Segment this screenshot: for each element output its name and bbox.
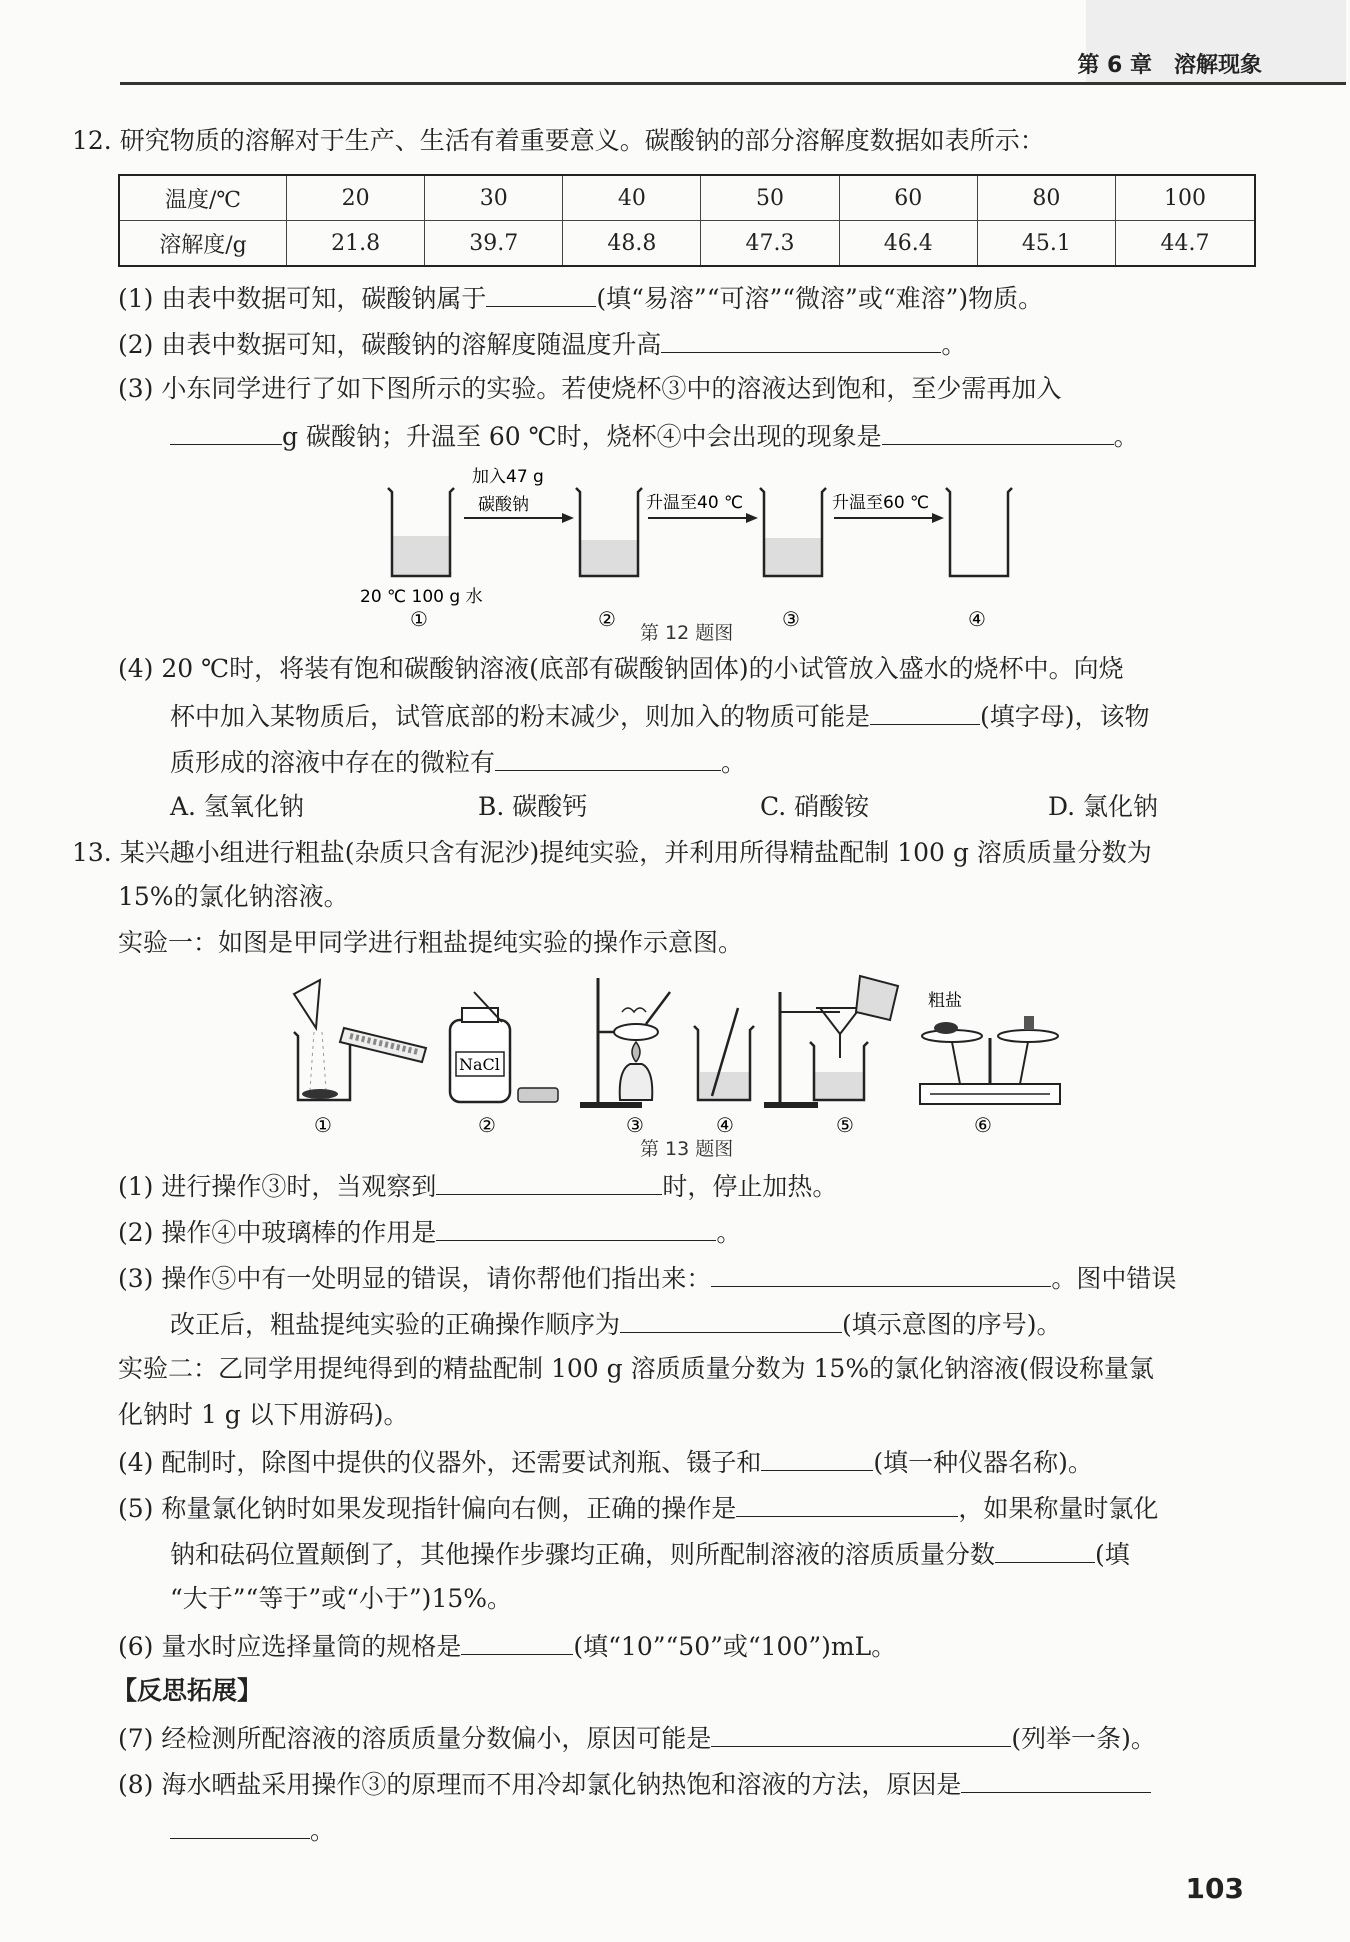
q12-p1-hint: (填“易溶”“可溶”“微溶”或“难溶”)物质。: [596, 284, 1044, 313]
q12-p3-end: 。: [1113, 422, 1139, 451]
option-a: A. 氢氧化钠: [170, 792, 304, 821]
heat40-label: 升温至40 ℃: [646, 493, 744, 513]
q13-p5-text: (5) 称量氯化钠时如果发现指针偏向右侧，正确的操作是: [118, 1494, 737, 1523]
q13-p7-hint: (列举一条)。: [1011, 1724, 1156, 1753]
answer-blank[interactable]: [486, 280, 596, 307]
reagent-bottle-icon: [450, 992, 558, 1102]
q12-part4-line2: [170, 698, 1150, 734]
q13-figure-caption: 第 13 题图: [640, 1138, 734, 1160]
table-cell: 20: [287, 175, 425, 221]
nacl-label: NaCl: [459, 1055, 500, 1074]
table-row-temperature: [119, 175, 1255, 221]
fig13-label-6: ⑥: [974, 1113, 992, 1136]
solubility-table: [118, 174, 1256, 267]
q13-p3-text: (3) 操作⑤中有一处明显的错误，请你帮他们指出来：: [118, 1264, 712, 1293]
fig13-label-3: ③: [626, 1113, 644, 1136]
chapter-title: 溶解现象: [1173, 53, 1262, 78]
fig13-label-2: ②: [478, 1113, 496, 1136]
stirring-beaker-icon: [694, 1008, 754, 1100]
answer-blank[interactable]: [995, 1536, 1095, 1563]
answer-blank[interactable]: [436, 1168, 662, 1195]
table-cell: 40: [563, 175, 701, 221]
answer-blank[interactable]: [620, 1306, 842, 1333]
table-row-solubility: [119, 221, 1255, 267]
fig12-label-3: ③: [782, 607, 800, 631]
filtration-setup-icon: [764, 976, 898, 1108]
page-header: [0, 0, 1350, 92]
fig13-label-1: ①: [314, 1113, 332, 1136]
q12-part3-line1: (3) 小东同学进行了如下图所示的实验。若使烧杯③中的溶液达到饱和，至少需再加入: [118, 374, 1062, 403]
evaporation-setup-icon: [580, 978, 670, 1108]
balance-scale-icon: [920, 990, 1060, 1104]
q13-part1: [118, 1168, 837, 1204]
answer-blank[interactable]: [870, 698, 980, 725]
beaker-2-icon: [576, 488, 642, 576]
answer-blank[interactable]: [170, 418, 282, 445]
table-cell: 44.7: [1115, 221, 1255, 267]
q12-p4-text: 杯中加入某物质后，试管底部的粉末减少，则加入的物质可能是: [170, 702, 871, 731]
answer-blank[interactable]: [711, 1260, 1051, 1287]
arrow-icon: [648, 513, 758, 523]
q13-part3-line1: [118, 1260, 1176, 1296]
q12-p4-hint: (填字母)，该物: [980, 702, 1150, 731]
chapter-heading: [1077, 48, 1262, 79]
table-cell: 47.3: [701, 221, 839, 267]
q13-part6: [118, 1628, 896, 1664]
fig13-label-5: ⑤: [836, 1113, 854, 1136]
table-header-solubility: 溶解度/g: [119, 221, 287, 267]
q12-p2-text: (2) 由表中数据可知，碳酸钠的溶解度随温度升高: [118, 330, 662, 359]
q12-p4-text2: 质形成的溶液中存在的微粒有: [170, 748, 496, 777]
chapter-number: 第 6 章: [1077, 53, 1152, 78]
q13-exp1: 实验一：如图是甲同学进行粗盐提纯实验的操作示意图。: [118, 928, 744, 957]
beaker-3-icon: [760, 488, 826, 576]
q12-part3-line2: [170, 418, 1139, 454]
q13-part7: [118, 1720, 1156, 1756]
q13-part5-line2: [170, 1536, 1130, 1572]
table-cell: 48.8: [563, 221, 701, 267]
q13-p3-text3: 改正后，粗盐提纯实验的正确操作顺序为: [170, 1310, 621, 1339]
answer-blank[interactable]: [495, 744, 721, 771]
q13-p2-end: 。: [716, 1218, 742, 1247]
beaker-1-icon: [388, 488, 454, 576]
answer-blank[interactable]: [961, 1766, 1151, 1793]
answer-blank[interactable]: [711, 1720, 1011, 1747]
q13-figure: [280, 972, 1100, 1136]
q13-p3-text2: 。图中错误: [1051, 1264, 1177, 1293]
q13-part5-line1: [118, 1490, 1158, 1526]
arrow-icon: [834, 513, 944, 523]
q12-part4-line1: (4) 20 ℃时，将装有饱和碳酸钠溶液(底部有碳酸钠固体)的小试管放入盛水的烧杯中。向烧: [118, 654, 1124, 683]
answer-blank[interactable]: [882, 418, 1114, 445]
q13-p8-end: 。: [310, 1816, 336, 1845]
q12-p4-end: 。: [721, 748, 747, 777]
q13-stem-line2: 15%的氯化钠溶液。: [118, 882, 349, 911]
q12-part2: [118, 326, 966, 362]
table-cell: 100: [1115, 175, 1255, 221]
q13-p5-text3: 钠和砝码位置颠倒了，其他操作步骤均正确，则所配制溶液的溶质质量分数: [170, 1540, 996, 1569]
q13-part8-line2: [170, 1812, 335, 1848]
add-label-line2: 碳酸钠: [478, 495, 529, 515]
q12-figure-caption: 第 12 题图: [640, 622, 734, 644]
q13-stem-line1: 13. 某兴趣小组进行粗盐(杂质只含有泥沙)提纯实验，并利用所得精盐配制 100 g 溶质质量分数为: [72, 838, 1152, 867]
q13-exp2-line2: 化钠时 1 g 以下用游码)。: [118, 1400, 409, 1429]
q13-p1-text: (1) 进行操作③时，当观察到: [118, 1172, 437, 1201]
q13-p1-end: 时，停止加热。: [662, 1172, 838, 1201]
answer-blank[interactable]: [661, 326, 941, 353]
table-header-temperature: 温度/℃: [119, 175, 287, 221]
q13-p3-hint: (填示意图的序号)。: [842, 1310, 1062, 1339]
q12-part4-line3: [170, 744, 746, 780]
fig13-label-4: ④: [716, 1113, 734, 1136]
q13-part2: [118, 1214, 741, 1250]
option-c: C. 硝酸铵: [760, 792, 870, 821]
q13-p6-hint: (填“10”“50”或“100”)mL。: [573, 1632, 897, 1661]
header-rule: [120, 82, 1346, 85]
page-number: 103: [1185, 1872, 1244, 1905]
q13-part5-line3: “大于”“等于”或“小于”)15%。: [170, 1584, 513, 1613]
beaker-4-icon: [946, 488, 1012, 576]
answer-blank[interactable]: [170, 1812, 310, 1839]
table-cell: 30: [425, 175, 563, 221]
q13-p4-hint: (填一种仪器名称)。: [873, 1448, 1093, 1477]
q13-p5-text2: ，如果称量时氯化: [958, 1494, 1159, 1523]
table-cell: 80: [977, 175, 1115, 221]
reflect-heading: 【反思拓展】: [112, 1676, 263, 1705]
q13-part4: [118, 1444, 1093, 1480]
q13-p8-text: (8) 海水晒盐采用操作③的原理而不用冷却氯化钠热饱和溶液的方法，原因是: [118, 1770, 962, 1799]
answer-blank[interactable]: [761, 1444, 873, 1471]
q13-p5-text4: (填: [1095, 1540, 1130, 1569]
q12-stem: 12. 研究物质的溶解对于生产、生活有着重要意义。碳酸钠的部分溶解度数据如表所示：: [72, 126, 1045, 155]
q12-p2-end: 。: [941, 330, 967, 359]
q13-p7-text: (7) 经检测所配溶液的溶质质量分数偏小，原因可能是: [118, 1724, 712, 1753]
q13-part8-line1: [118, 1766, 1151, 1802]
add-label-line1: 加入47 g: [472, 467, 544, 487]
q13-exp2-line1: 实验二：乙同学用提纯得到的精盐配制 100 g 溶质质量分数为 15%的氯化钠溶液(假设称量氯: [118, 1354, 1154, 1383]
option-d: D. 氯化钠: [1048, 792, 1159, 821]
q13-p2-text: (2) 操作④中玻璃棒的作用是: [118, 1218, 437, 1247]
q13-p6-text: (6) 量水时应选择量筒的规格是: [118, 1632, 462, 1661]
answer-blank[interactable]: [461, 1628, 573, 1655]
start-condition-label: 20 ℃ 100 g 水: [360, 587, 483, 607]
answer-blank[interactable]: [736, 1490, 958, 1517]
table-cell: 39.7: [425, 221, 563, 267]
q12-p3-text: g 碳酸钠；升温至 60 ℃时，烧杯④中会出现的现象是: [282, 422, 882, 451]
table-cell: 46.4: [839, 221, 977, 267]
q13-part3-line2: [170, 1306, 1062, 1342]
fig12-label-2: ②: [598, 607, 616, 631]
fig12-label-4: ④: [968, 607, 986, 631]
table-cell: 50: [701, 175, 839, 221]
table-cell: 45.1: [977, 221, 1115, 267]
q13-p4-text: (4) 配制时，除图中提供的仪器外，还需要试剂瓶、镊子和: [118, 1448, 762, 1477]
fig12-label-1: ①: [410, 607, 428, 631]
q12-p1-text: (1) 由表中数据可知，碳酸钠属于: [118, 284, 487, 313]
table-cell: 21.8: [287, 221, 425, 267]
heat60-label: 升温至60 ℃: [832, 493, 930, 513]
dissolving-setup-icon: [294, 980, 426, 1100]
crude-salt-label: 粗盐: [928, 991, 962, 1011]
answer-blank[interactable]: [436, 1214, 716, 1241]
option-b: B. 碳酸钙: [478, 792, 588, 821]
table-cell: 60: [839, 175, 977, 221]
q12-part1: [118, 280, 1043, 316]
